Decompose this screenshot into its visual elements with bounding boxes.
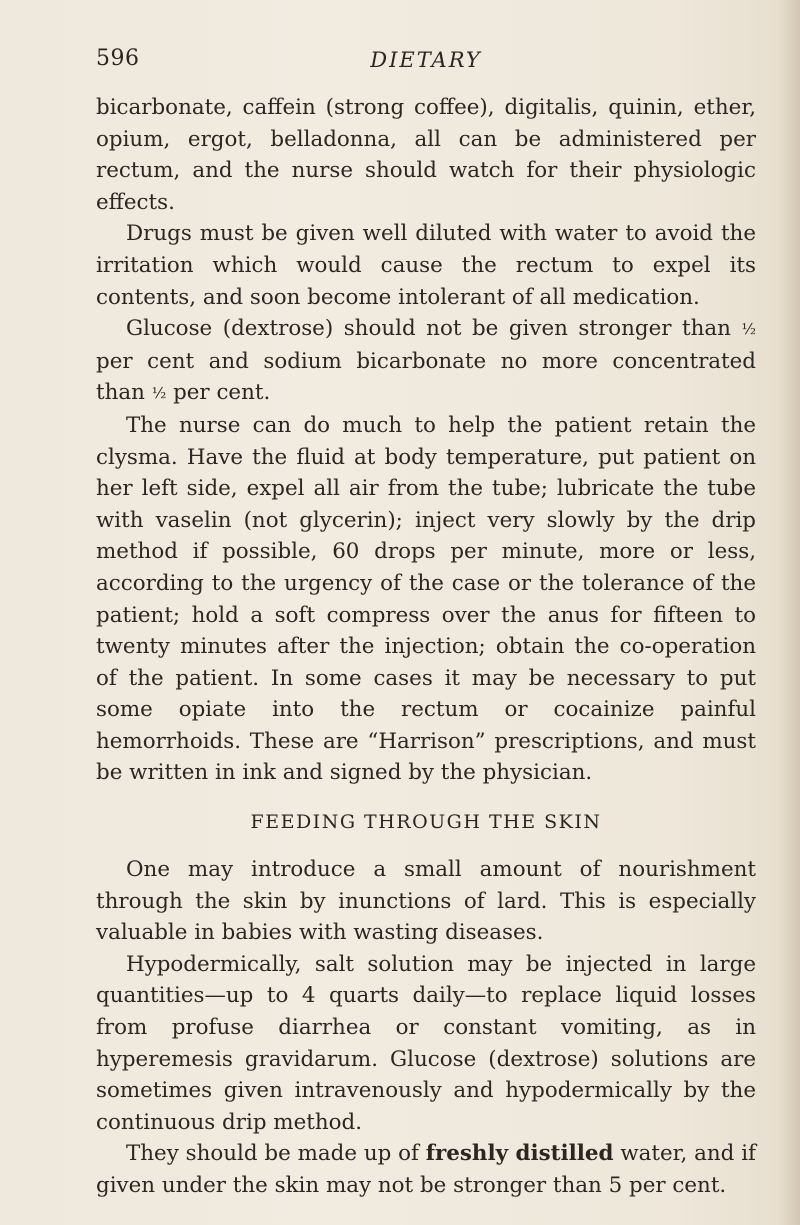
paragraph-glucose-strength xyxy=(96,313,756,410)
glucose-text-c: per cent. xyxy=(173,380,271,406)
fraction-half: ½ xyxy=(151,384,167,403)
glucose-text-b: per cent and sodium bicarbonate no more concentrated than xyxy=(96,348,756,406)
distilled-text-a: They should be made up of xyxy=(126,1141,419,1167)
paragraph-inunctions: One may introduce a small amount of nourishment through the skin by inunctions of lard. This is especially valuable in babies with wasting diseases. xyxy=(96,857,756,946)
paragraph-dilution: Drugs must be given well diluted with water to avoid the irritation which would cause the rectum to expel its contents, and soon become intolerant of all medication. xyxy=(96,221,756,310)
page-edge-shadow xyxy=(778,0,800,1225)
hypodermic-text-a: Hypodermically, salt solution may be injected in large quantities xyxy=(96,951,756,1009)
paragraph-continued: bicarbonate, caffein (strong coffee), digitalis, quinin, ether, opium, ergot, belladonna, all can be administered per rectum, and the nurse should watch for their physiologic effects. xyxy=(96,95,756,215)
distilled-emphasis: freshly distilled xyxy=(425,1141,614,1167)
page-number: 596 xyxy=(96,46,140,71)
distilled-text-b: water, and if given under the skin may not be stronger than 5 per cent. xyxy=(96,1141,756,1198)
page-header xyxy=(96,46,756,86)
paragraph-distilled-water xyxy=(96,1138,756,1201)
fraction-half: ½ xyxy=(741,320,756,339)
body-text xyxy=(96,92,756,1202)
hypodermic-text-c: losses from profuse diarrhea or constant vomiting, as in hyperemesis gravidarum. Glucose (dextrose) solutions are sometimes given intravenously and hypodermically by the continuous drip method. xyxy=(96,983,756,1135)
section-title: FEEDING THROUGH THE SKIN xyxy=(250,811,602,834)
paragraph-nurse-instructions: The nurse can do much to help the patient retain the clysma. Have the fluid at body temperature, put patient on her left side, expel all air from the tube; lubricate the tube with vaselin (not glycerin); inject very slowly by the drip method if possible, 60 drops per minute, more or less, according to the urgency of the case or the tolerance of the patient; hold a soft compress over the anus for fifteen to twenty minutes after the injection; obtain the co-operation of the patient. In some cases it may be necessary to put some opiate into the rectum or cocainize painful hemorrhoids. These are “Harrison” prescriptions, and must be written in ink and signed by the physician. xyxy=(96,412,756,786)
glucose-text-a: Glucose (dextrose) should not be given stronger than xyxy=(126,316,731,342)
hypodermic-text-b: —up to 4 quarts daily—to replace liquid xyxy=(204,983,678,1009)
paragraph-hypodermic xyxy=(96,949,756,1139)
running-head: DIETARY xyxy=(370,48,482,72)
